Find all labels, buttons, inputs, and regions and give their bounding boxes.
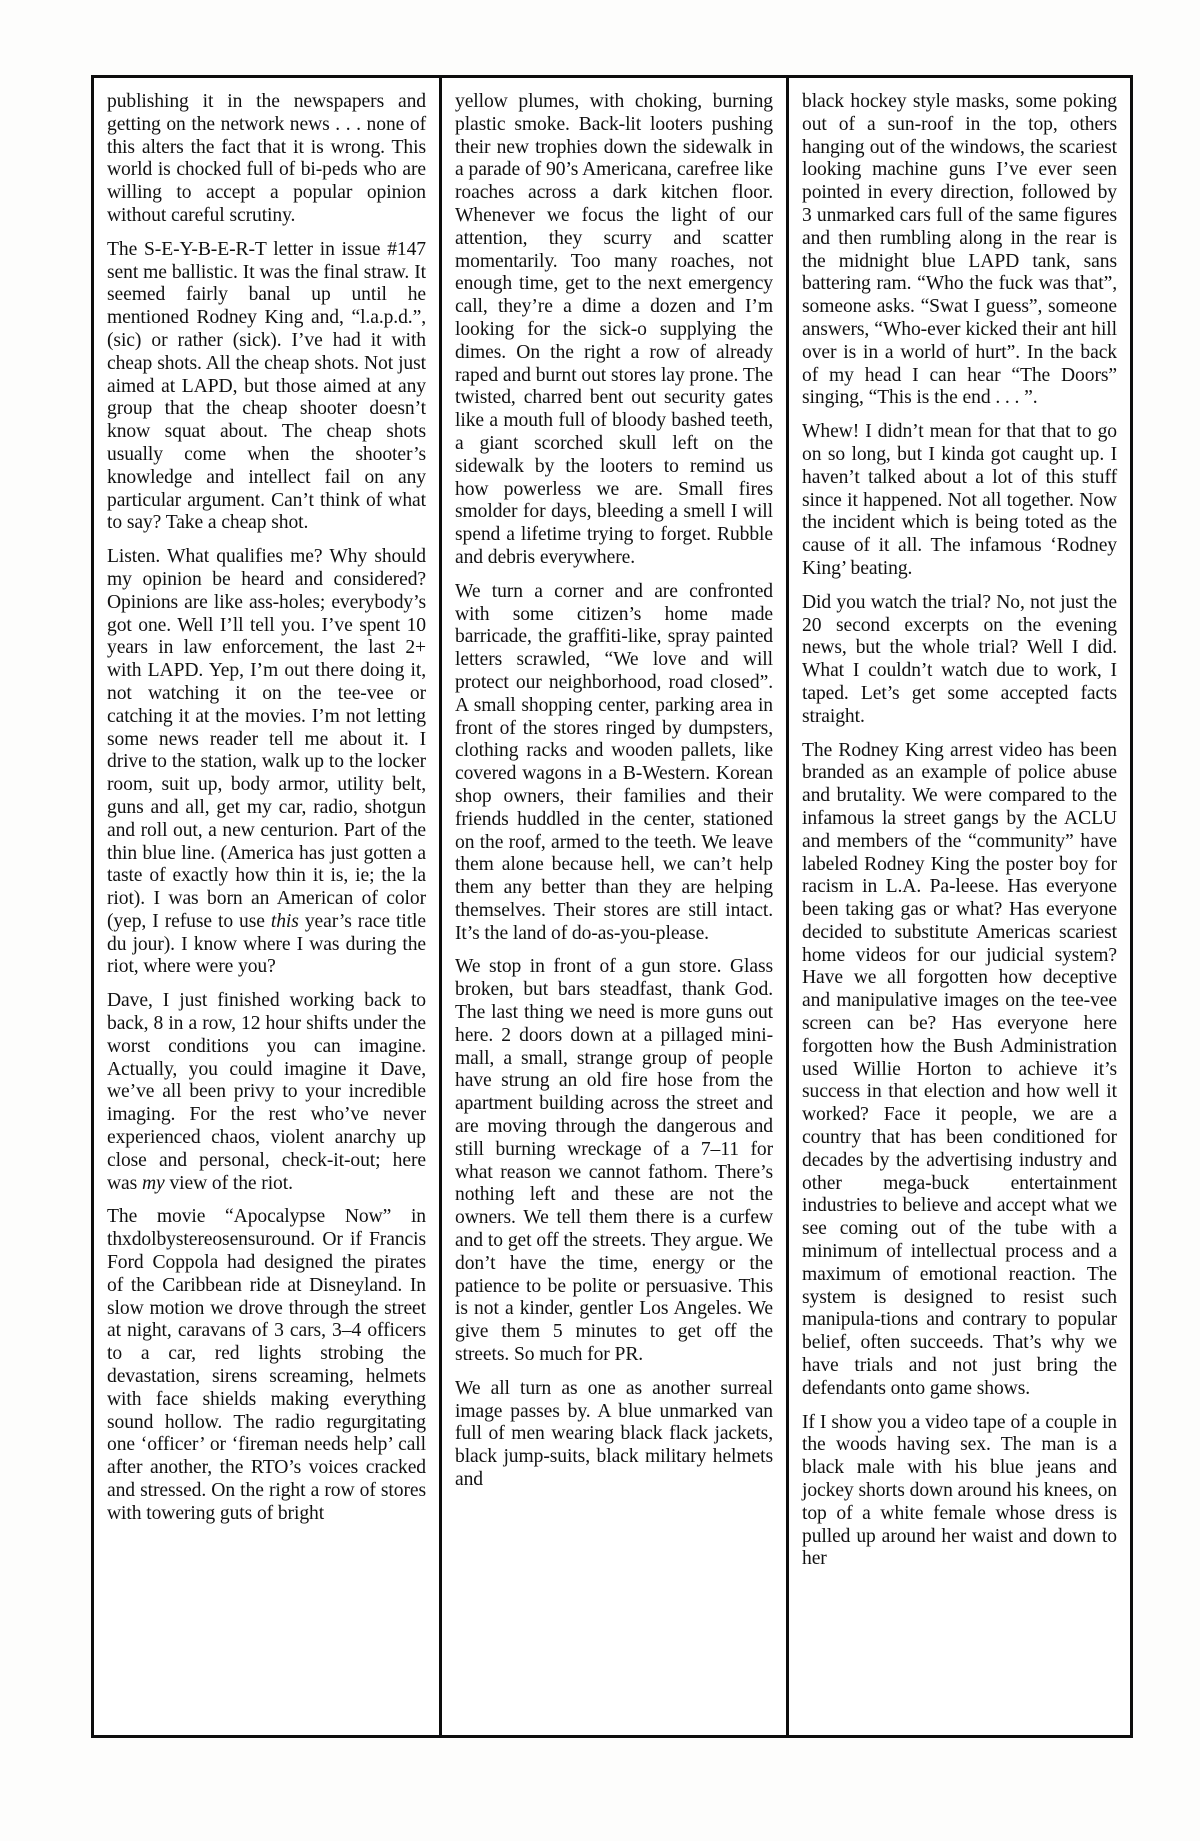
paragraph: The movie “Apocalypse Now” in thxdolbystereosensuround. Or if Francis Ford Coppola had designed the pirates of the Caribbean ride at Disneyland. In slow motion we drove through the street at night, caravans of 3 cars, 3–4 officers to a car, red lights strobing the devastation, sirens screaming, helmets with face shields making everything sound hollow. The radio regurgitating one ‘officer’ or ‘fireman needs help’ call after another, the RTO’s voices cracked and stressed. On the right a row of stores with towering guts of bright — [107, 1206, 426, 1524]
text-column-1 — [94, 78, 442, 1735]
bordered-text-frame — [91, 75, 1133, 1738]
paragraph-text: Dave, I just finished working back to back, 8 in a row, 12 hour shifts under the worst conditions you can imagine. Actually, you could imagine it Dave, we’ve all been privy to your incredible imaging. For the rest who’ve never experienced chaos, violent anarchy up close and personal, check-it-out; here was — [107, 990, 426, 1194]
emphasis-text: this — [270, 910, 299, 932]
emphasis-text: my — [141, 1172, 165, 1194]
paragraph: The S-E-Y-B-E-R-T letter in issue #147 sent me ballistic. It was the final straw. It seemed fairly banal up until he mentioned Rodney King and, “l.a.p.d.”, (sic) or rather (sick). I’ve had it with cheap shots. All the cheap shots. Not just aimed at LAPD, but those aimed at any group that the cheap shooter doesn’t know squat about. The cheap shots usually come when the shooter’s knowledge and intellect fail on any particular argument. Can’t think of what to say? Take a cheap shot. — [107, 238, 426, 534]
paragraph: Did you watch the trial? No, not just the 20 second excerpts on the evening news, but the whole trial? Well I did. What I couldn’t watch due to work, I taped. Let’s get some accepted facts straight. — [802, 591, 1117, 727]
paragraph-text: view of the riot. — [164, 1172, 293, 1194]
paragraph: We all turn as one as another surreal image passes by. A blue unmarked van full of men wearing black flack jackets, black jump-suits, black military helmets and — [455, 1377, 773, 1491]
paragraph: publishing it in the newspapers and getting on the network news . . . none of this alters the fact that it is wrong. This world is chocked full of bi-peds who are willing to accept a popular opinion without careful scrutiny. — [107, 91, 426, 226]
paragraph-text: year’s race title du jour). I know where I was during the riot, where were you? — [107, 910, 426, 978]
paragraph — [107, 546, 426, 979]
paragraph-text: Listen. What qualifies me? Why should my opinion be heard and considered? Opinions are like ass-holes; everybody’s got one. Well I’ll tell you. I’ve spent 10 years in law enforcement, the last 2+ with LAPD. Yep, I’m out there doing it, not watching it on the tee-vee or catching it at the movies. I’m not letting some news reader tell me about it. I drive to the station, walk up to the locker room, suit up, body armor, utility belt, guns and all, get my car, radio, shotgun and roll out, a new centurion. Part of the thin blue line. (America has just gotten a taste of exactly how thin it is, ie; the la riot). I was born an American of color (yep, I refuse to use — [107, 546, 426, 932]
text-column-2 — [442, 78, 789, 1735]
paragraph: Whew! I didn’t mean for that that to go on so long, but I kinda got caught up. I haven’t talked about a lot of this stuff since it happened. Not all together. Now the incident which is being toted as the cause of it all. The infamous ‘Rodney King’ beating. — [802, 421, 1117, 579]
paragraph: We turn a corner and are confronted with some citizen’s home made barricade, the graffiti-like, spray painted letters scrawled, “We love and will protect our neighborhood, road closed”. A small shopping center, parking area in front of the stores ringed by dumpsters, clothing racks and wooden pallets, like covered wagons in a B-Western. Korean shop owners, their families and their friends huddled in the center, stationed on the roof, armed to the teeth. We leave them alone because hell, we can’t help them any better than they are helping themselves. Their stores are still intact. It’s the land of do-as-you-please. — [455, 580, 773, 944]
paragraph — [107, 990, 426, 1195]
paragraph: We stop in front of a gun store. Glass broken, but bars steadfast, thank God. The last thing we need is more guns out here. 2 doors down at a pillaged mini-mall, a small, strange group of people have strung an old fire hose from the apartment building across the street and are moving through the dangerous and still burning wreckage of a 7–11 for what reason we cannot fathom. There’s nothing left and these are not the owners. We tell them there is a curfew and to get off the streets. They argue. We don’t have the time, energy or the patience to be polite or persuasive. This is not a kinder, gentler Los Angeles. We give them 5 minutes to get off the streets. So much for PR. — [455, 956, 773, 1366]
paragraph: The Rodney King arrest video has been branded as an example of police abuse and brutality. We were compared to the infamous la street gangs by the ACLU and members of the “community” have labeled Rodney King the poster boy for racism in L.A. Pa-leese. Has everyone been taking gas or what? Has everyone decided to substitute Americas scariest home videos for our judicial system? Have we all forgotten how deceptive and manipulative images on the tee-vee screen can be? Has everyone here forgotten how the Bush Administration used Willie Horton to achieve it’s success in that election and how well it worked? Face it people, we are a country that has been conditioned for decades by the advertising industry and other mega-buck entertainment industries to believe and accept what we see coming out of the tube with a minimum of intellectual process and a maximum of emotional reaction. The system is designed to resist such manipula-tions and contrary to popular belief, often succeeds. That’s why we have trials and not just bring the defendants onto game shows. — [802, 739, 1117, 1399]
paragraph: yellow plumes, with choking, burning plastic smoke. Back-lit looters pushing their new trophies down the sidewalk in a parade of 90’s Americana, carefree like roaches across a dark kitchen floor. Whenever we focus the light of our attention, they scurry and scatter momentarily. Too many roaches, not enough time, get to the next emergency call, they’re a dime a dozen and I’m looking for the sick-o supplying the dimes. On the right a row of already raped and burnt out stores lay prone. The twisted, charred bent out security gates like a mouth full of bloody bashed teeth, a giant scorched skull left on the sidewalk by the looters to remind us how powerless we are. Small fires smolder for days, bleeding a smell I will spend a lifetime trying to forget. Rubble and debris everywhere. — [455, 91, 773, 568]
paragraph: If I show you a video tape of a couple in the woods having sex. The man is a black male with his blue jeans and jockey shorts down around his knees, on top of a white female whose dress is pulled up around her waist and down to her — [802, 1411, 1117, 1570]
paragraph: black hockey style masks, some poking out of a sun-roof in the top, others hanging out of the windows, the scariest looking machine guns I’ve ever seen pointed in every direction, followed by 3 unmarked cars full of the same figures and then rumbling along in the rear is the midnight blue LAPD tank, sans battering ram. “Who the fuck was that”, someone asks. “Swat I guess”, someone answers, “Who-ever kicked their ant hill over is in a world of hurt”. In the back of my head I can hear “The Doors” singing, “This is the end . . . ”. — [802, 91, 1117, 409]
text-column-3 — [789, 78, 1130, 1735]
